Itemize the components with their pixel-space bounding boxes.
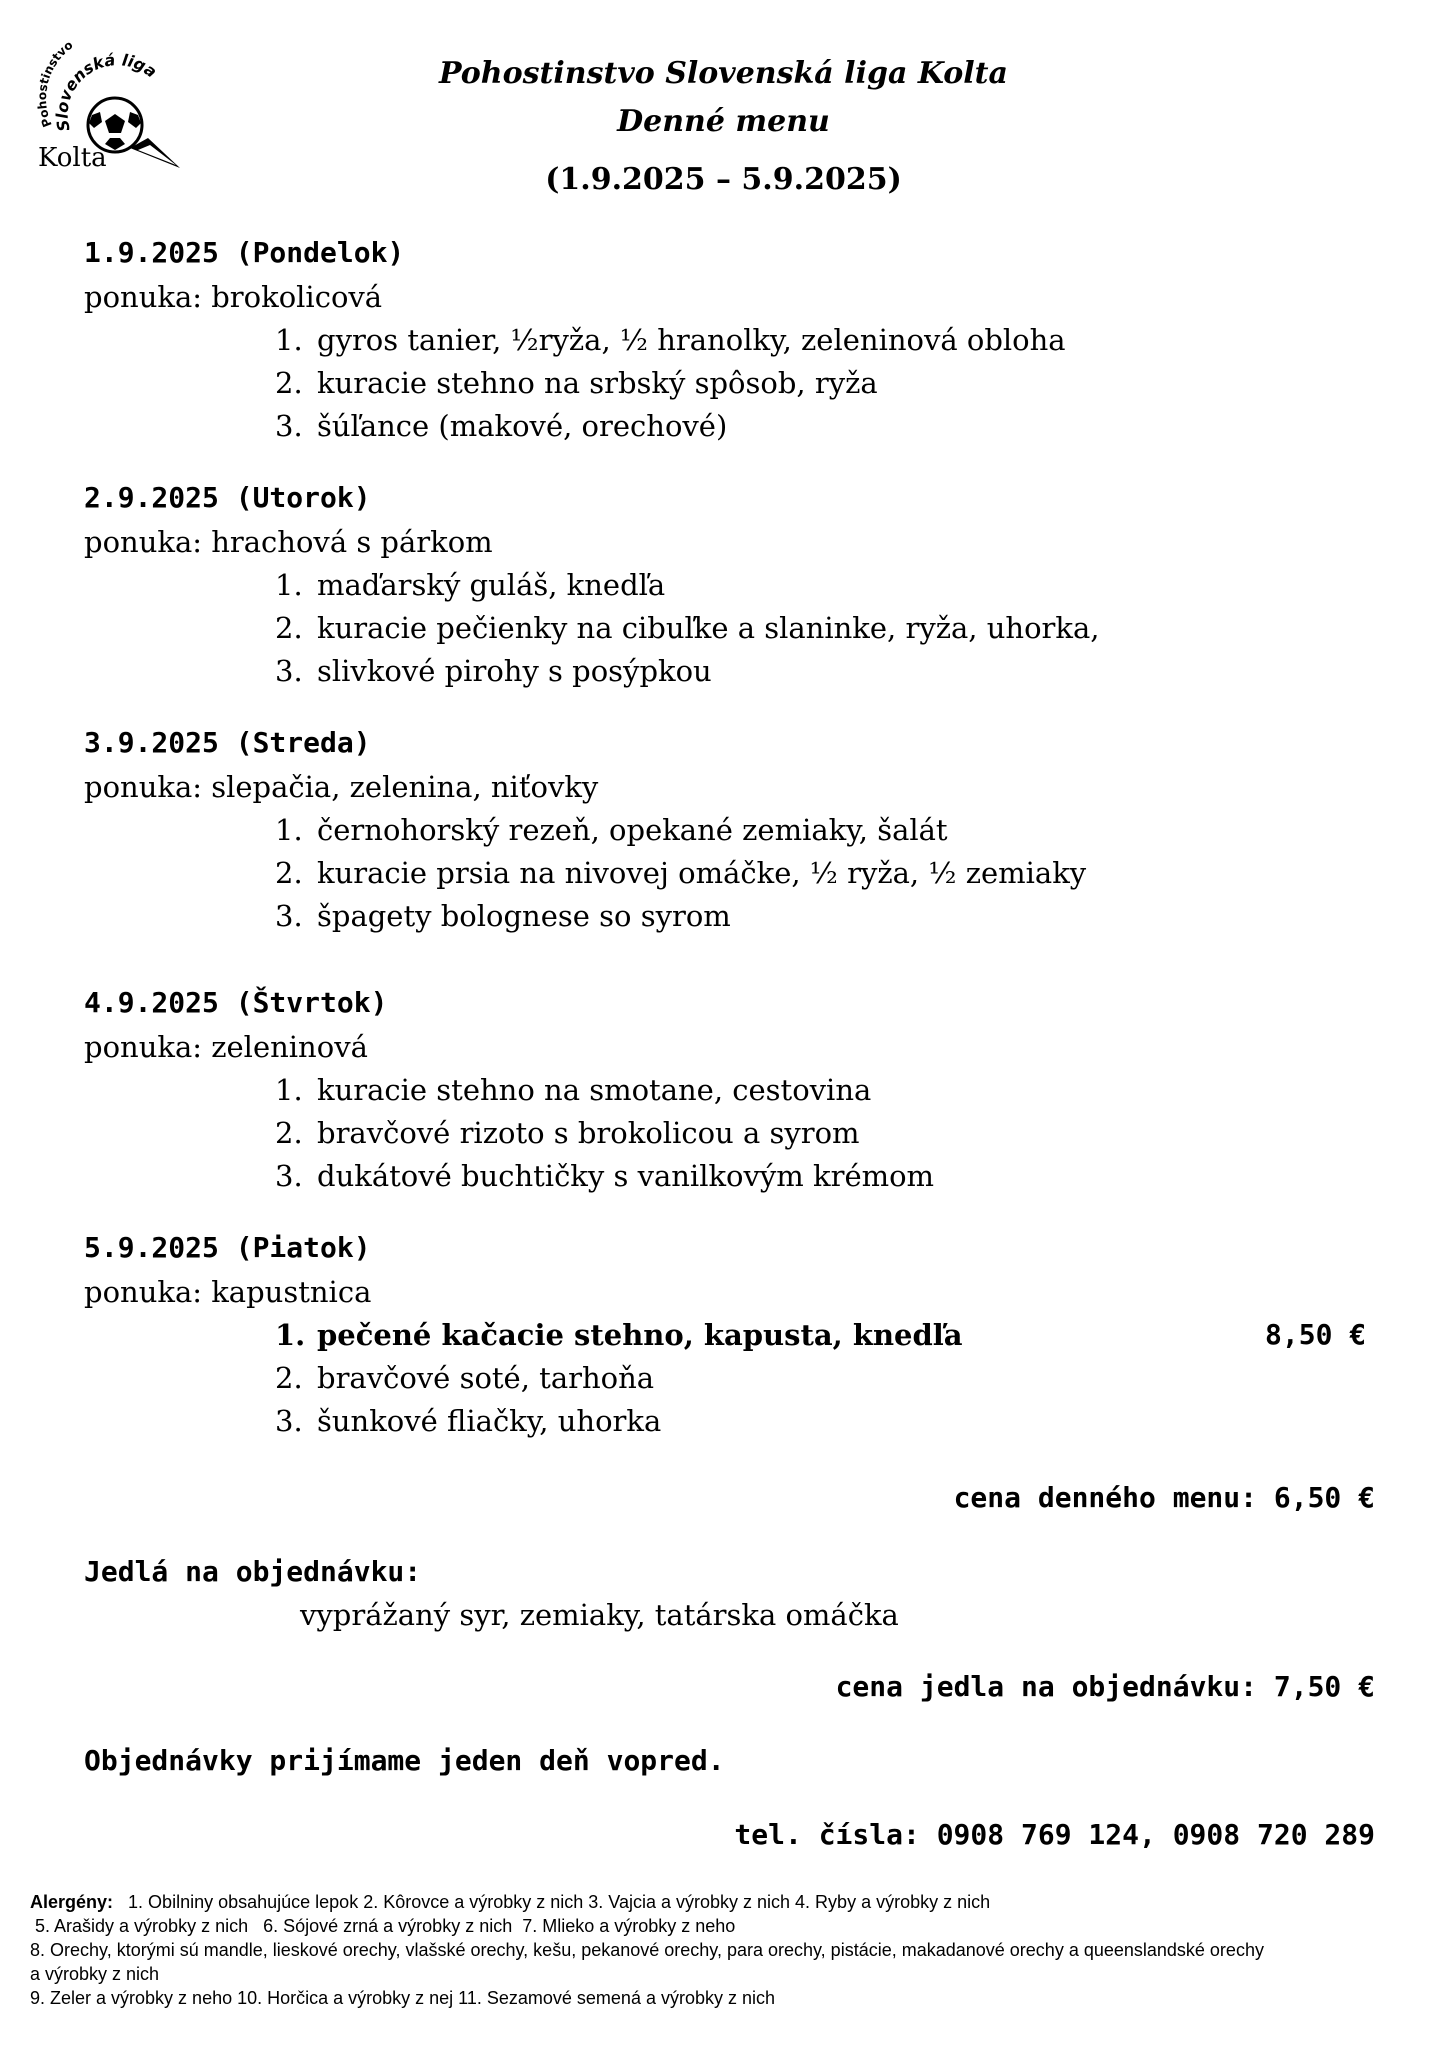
day-title: 2.9.2025 (Utorok): [84, 481, 371, 514]
soup-offer: ponuka: brokolicová: [84, 280, 383, 314]
phone-numbers: tel. čísla: 0908 769 124, 0908 720 289: [734, 1818, 1375, 1851]
item-number: 1.: [275, 568, 303, 602]
menu-item: [275, 1404, 661, 1438]
item-number: 2.: [275, 611, 303, 645]
item-text: kuracie stehno na smotane, cestovina: [317, 1073, 872, 1107]
menu-item: [275, 568, 665, 602]
menu-item: [275, 1361, 654, 1395]
item-number: 1.: [275, 323, 303, 357]
item-text: slivkové pirohy s posýpkou: [317, 654, 712, 688]
allergens-line: 8. Orechy, ktorými sú mandle, lieskové orechy, vlašské orechy, kešu, pekanové orechy, para orechy, pistácie, makadanové orechy a queenslandské orechy: [30, 1940, 1264, 1960]
menu-item: [275, 1073, 871, 1107]
menu-item: [275, 323, 1066, 357]
item-text: černohorský rezeň, opekané zemiaky, šalát: [317, 813, 948, 847]
item-number: 3.: [275, 1159, 303, 1193]
allergens-line: 5. Arašidy a výrobky z nich 6. Sójové zrná a výrobky z nich 7. Mlieko a výrobky z neho: [30, 1916, 736, 1936]
item-text: šunkové fliačky, uhorka: [317, 1404, 662, 1438]
day-title: 3.9.2025 (Streda): [84, 726, 371, 759]
item-text: gyros tanier, ½ryža, ½ hranolky, zeleninová obloha: [317, 323, 1066, 357]
menu-item: [275, 1116, 860, 1150]
menu-item: [275, 813, 948, 847]
item-text: maďarský guláš, knedľa: [317, 568, 666, 602]
item-number: 2.: [275, 856, 303, 890]
order-price: cena jedla na objednávku: 7,50 €: [835, 1670, 1375, 1703]
order-item: vyprážaný syr, zemiaky, tatárska omáčka: [300, 1598, 899, 1632]
date-range: (1.9.2025 – 5.9.2025): [545, 162, 902, 197]
soup-offer: ponuka: hrachová s párkom: [84, 525, 493, 559]
item-text: kuracie stehno na srbský spôsob, ryža: [317, 366, 878, 400]
item-number: 1.: [275, 813, 303, 847]
item-number: 2.: [275, 1361, 303, 1395]
item-number: 1.: [275, 1073, 303, 1107]
order-section-title: Jedlá na objednávku:: [84, 1555, 422, 1588]
menu-item-special: [275, 1318, 963, 1352]
allergens-line: [30, 1890, 1420, 1914]
order-note: Objednávky prijímame jeden deň vopred.: [84, 1744, 725, 1777]
logo-text-bottom: Kolta: [38, 143, 107, 173]
allergens-label: Alergény:: [30, 1892, 114, 1912]
restaurant-title: Pohostinstvo Slovenská liga Kolta: [439, 56, 1008, 91]
item-text: bravčové soté, tarhoňa: [317, 1361, 655, 1395]
menu-subtitle: Denné menu: [617, 104, 830, 139]
menu-item: [275, 654, 712, 688]
soup-offer: ponuka: zeleninová: [84, 1030, 368, 1064]
menu-item: [275, 856, 1086, 890]
day-title: 5.9.2025 (Piatok): [84, 1231, 371, 1264]
logo-text-top: Pohostinstvo: [34, 37, 76, 130]
special-item-price: 8,50 €: [1265, 1318, 1367, 1351]
item-number: 3.: [275, 899, 303, 933]
allergens-line: a výrobky z nich: [30, 1964, 160, 1984]
item-text: kuracie prsia na nivovej omáčke, ½ ryža, ½ zemiaky: [317, 856, 1087, 890]
allergens-text: 1. Obilniny obsahujúce lepok 2. Kôrovce a výrobky z nich 3. Vajcia a výrobky z nich 4. Ryby a výrobky z nich: [128, 1892, 991, 1912]
allergens-line: 9. Zeler a výrobky z neho 10. Horčica a výrobky z nej 11. Sezamové semená a výrobky z nich: [30, 1988, 776, 2008]
menu-item: [275, 366, 878, 400]
daily-menu-price: cena denného menu: 6,50 €: [953, 1481, 1375, 1514]
day-title: 4.9.2025 (Štvrtok): [84, 986, 388, 1019]
logo-text-mid: Slovenská liga: [52, 50, 161, 133]
item-text: kuracie pečienky na cibuľke a slaninke, ryža, uhorka,: [317, 611, 1100, 645]
item-number: 3.: [275, 654, 303, 688]
day-title: 1.9.2025 (Pondelok): [84, 236, 405, 269]
menu-item: [275, 409, 727, 443]
restaurant-logo: [30, 30, 190, 175]
item-text: bravčové rizoto s brokolicou a syrom: [317, 1116, 860, 1150]
menu-item: [275, 611, 1100, 645]
item-number: 2.: [275, 366, 303, 400]
item-text: dukátové buchtičky s vanilkovým krémom: [317, 1159, 935, 1193]
soccer-ball-logo-icon: [30, 30, 190, 175]
soup-offer: ponuka: slepačia, zelenina, niťovky: [84, 770, 599, 804]
item-number: 1.: [275, 1318, 306, 1352]
item-text: pečené kačacie stehno, kapusta, knedľa: [317, 1318, 963, 1352]
item-text: šúľance (makové, orechové): [317, 409, 728, 443]
menu-item: [275, 899, 731, 933]
allergens-legend: [30, 1890, 1420, 2010]
soup-offer: ponuka: kapustnica: [84, 1275, 372, 1309]
item-number: 3.: [275, 409, 303, 443]
item-number: 3.: [275, 1404, 303, 1438]
menu-item: [275, 1159, 934, 1193]
item-number: 2.: [275, 1116, 303, 1150]
item-text: špagety bolognese so syrom: [317, 899, 731, 933]
